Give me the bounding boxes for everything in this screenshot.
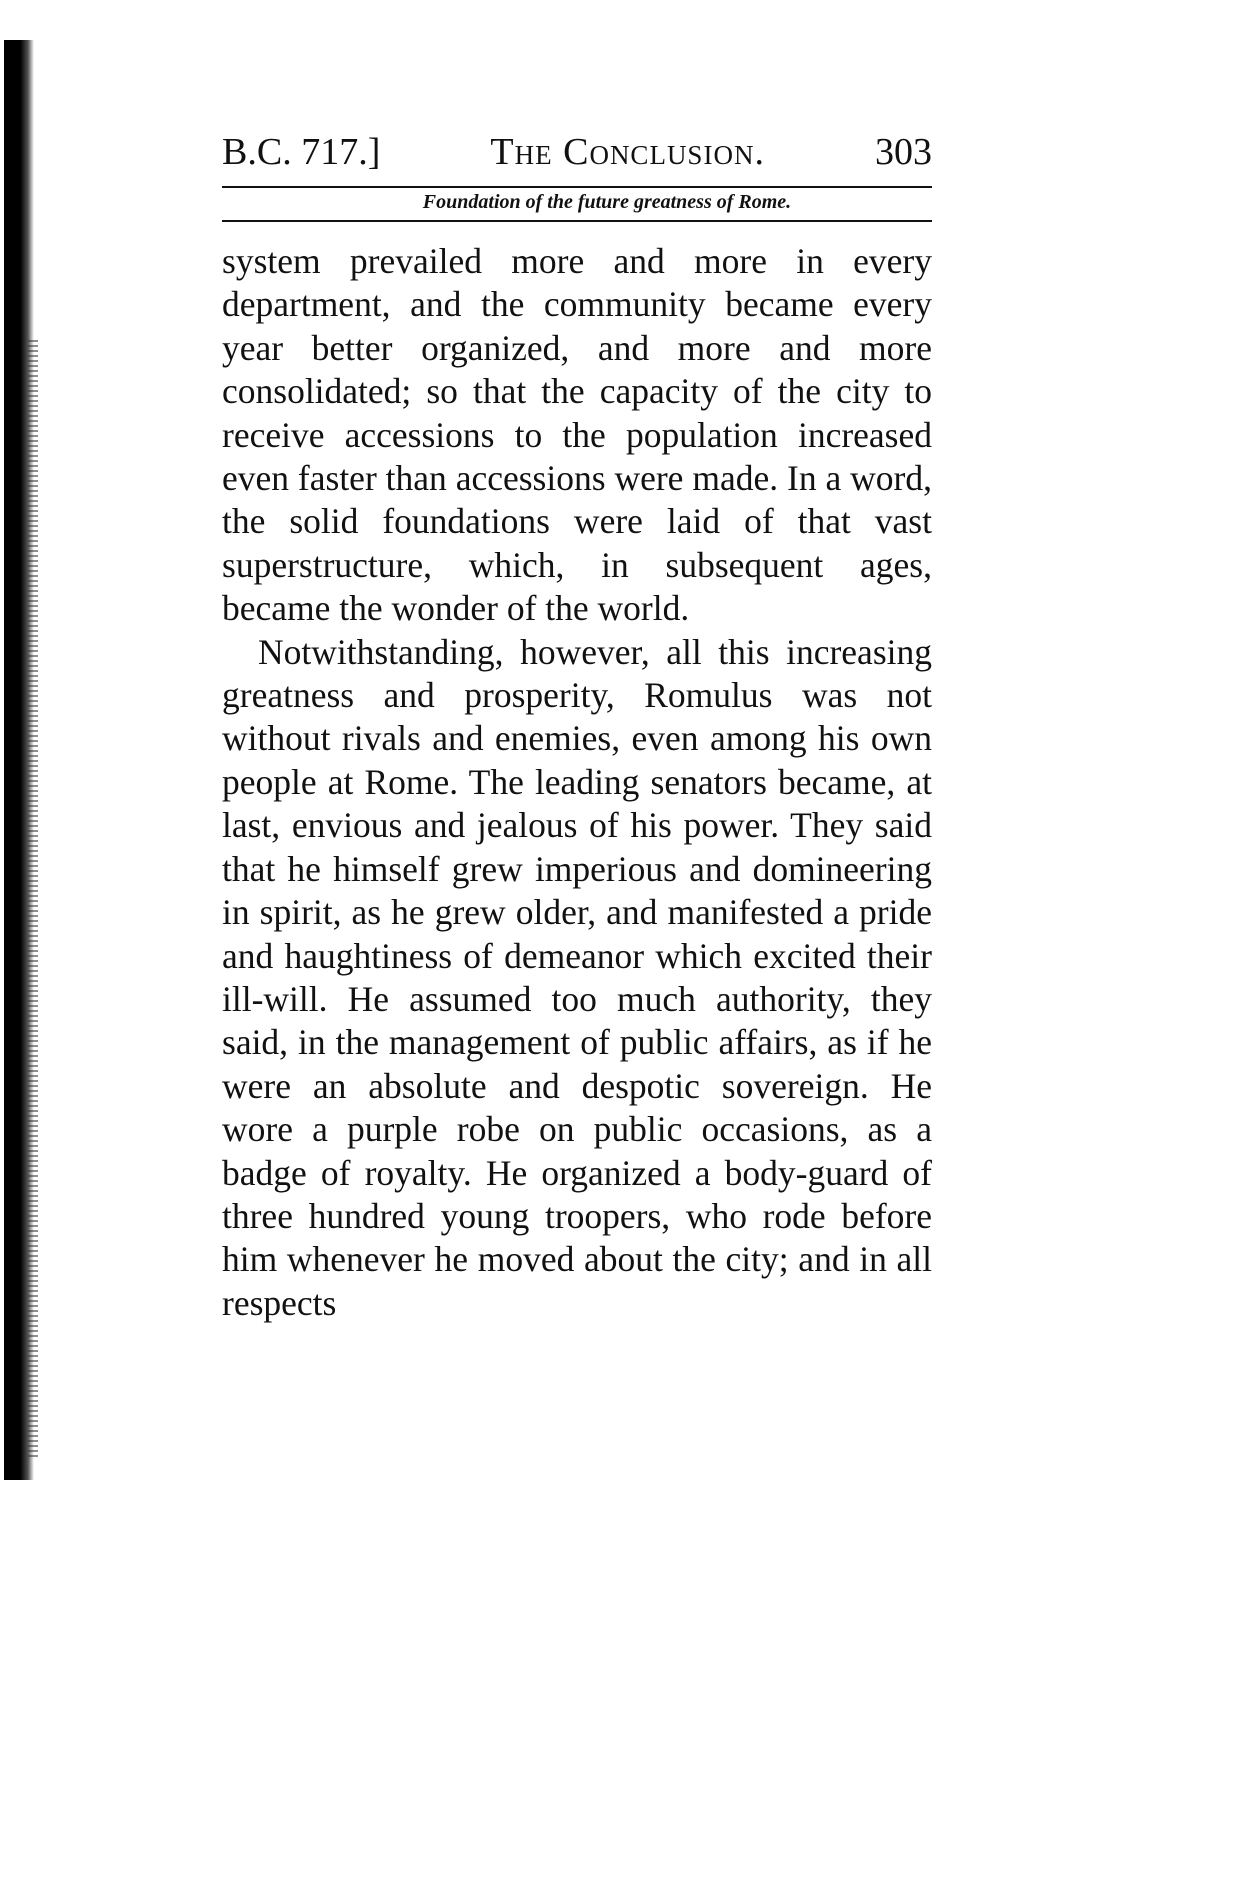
chapter-title: The Conclusion. bbox=[490, 131, 765, 173]
paragraph-1: system prevailed more and more in every department, and the community became every year better organized, and more and more consolidated; so that the capacity of the city to receive accessions to the population increased even faster than accessions were made. In a word, the solid foundations were laid of that vast superstructure, which, in subsequent ages, became the wonder of the world. bbox=[222, 241, 932, 629]
section-subheading: Foundation of the future greatness of Rome. bbox=[422, 191, 792, 213]
page-number: 303 bbox=[874, 131, 932, 173]
body-text bbox=[222, 240, 932, 1325]
subheading-rule bbox=[222, 220, 932, 222]
running-header bbox=[222, 130, 932, 182]
book-page bbox=[222, 130, 932, 1325]
paragraph-2: Notwithstanding, however, all this increasing greatness and prosperity, Romulus was not without rivals and enemies, even among his own people at Rome. The leading senators became, at last, envious and jealous of his power. They said that he himself grew imperious and domineering in spirit, as he grew older, and manifested a pride and haughtiness of demeanor which excited their ill-will. He assumed too much authority, they said, in the management of public affairs, as if he were an absolute and despotic sovereign. He wore a purple robe on public occasions, as a badge of royalty. He organized a body-guard of three hundred young troopers, who rode before him whenever he moved about the city; and in all respects bbox=[222, 631, 932, 1323]
header-date: B.C. 717.] bbox=[222, 131, 381, 173]
scan-binding-edge bbox=[4, 40, 34, 1480]
